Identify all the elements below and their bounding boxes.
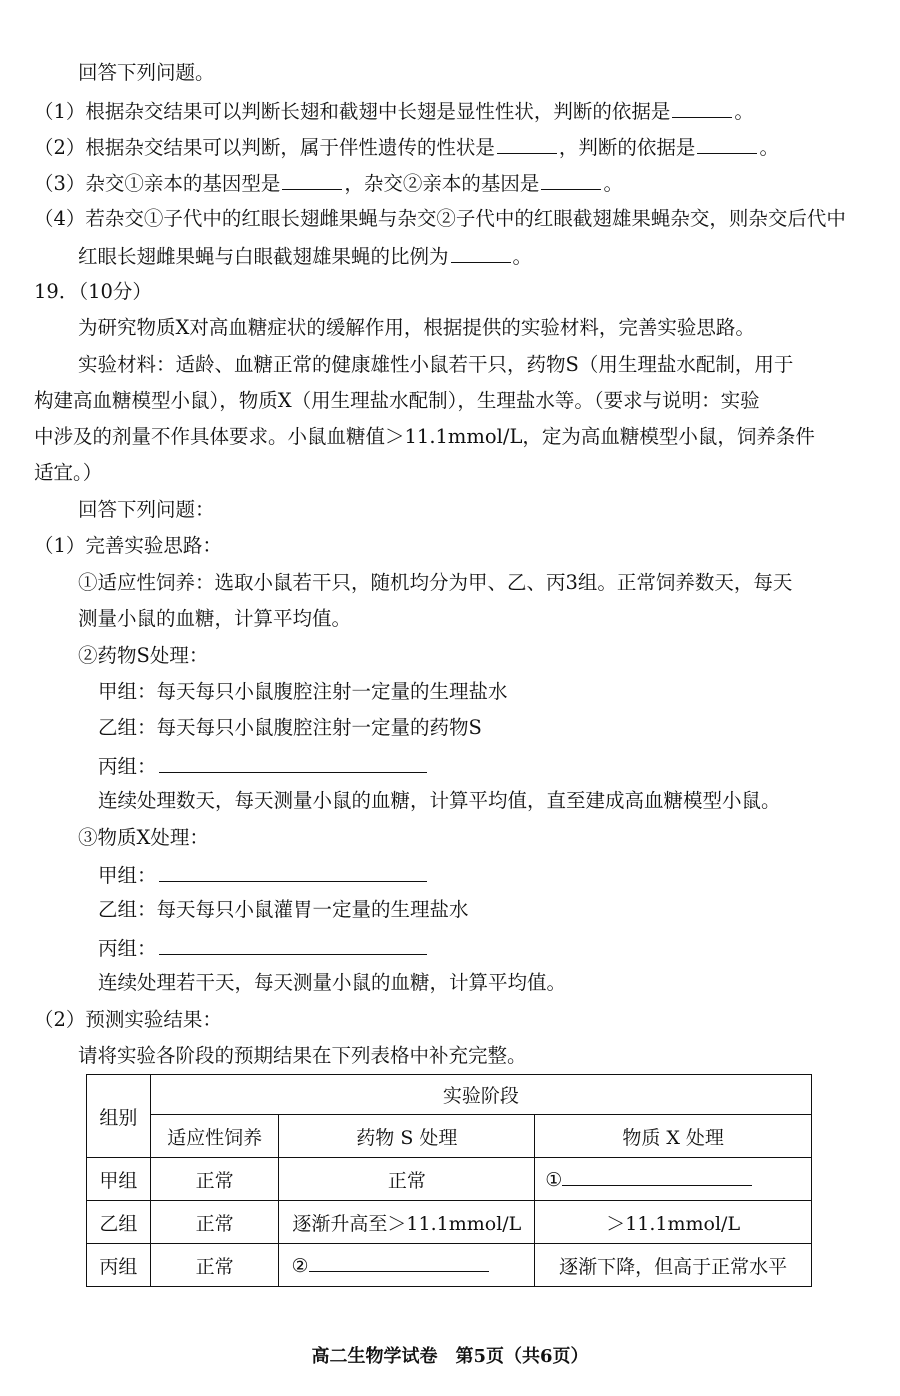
- row-x-blank-cell[interactable]: [535, 1158, 812, 1201]
- q19-step3-jia-label: 甲组：: [98, 864, 157, 887]
- row-group: 丙组: [87, 1244, 151, 1287]
- answer-blank[interactable]: [159, 861, 427, 882]
- q19-materials-line4: 适宜。）: [34, 461, 103, 484]
- answer-blank[interactable]: [497, 133, 557, 154]
- answer-blank[interactable]: [672, 97, 732, 118]
- q19-number: 19．（10分）: [34, 280, 152, 303]
- table-row: [87, 1158, 812, 1201]
- q18-part1: [34, 97, 754, 125]
- answer-blank[interactable]: [159, 752, 427, 773]
- col-adapt-header: 适应性饲养: [150, 1115, 279, 1158]
- col-x-header: 物质 X 处理: [535, 1115, 812, 1158]
- q19-step3-bing-label: 丙组：: [98, 937, 157, 960]
- q19-step2-bing: [98, 752, 429, 780]
- q19-step2-yi: 乙组：每天每只小鼠腹腔注射一定量的药物S: [98, 716, 482, 739]
- q19-step2-bing-label: 丙组：: [98, 755, 157, 778]
- q19-materials-line1: 实验材料：适龄、血糖正常的健康雄性小鼠若干只，药物S（用生理盐水配制，用于: [78, 353, 794, 376]
- page-footer: 高二生物学试卷 第5页（共6页）: [311, 1346, 589, 1367]
- q19-step3-after: 连续处理若干天，每天测量小鼠的血糖，计算平均值。: [98, 971, 567, 994]
- q18-part3-end: 。: [603, 172, 623, 195]
- q19-aim: 为研究物质X对高血糖症状的缓解作用，根据提供的实验材料，完善实验思路。: [78, 316, 755, 339]
- table-row: [87, 1244, 812, 1287]
- q19-step3-title: ③物质X处理：: [78, 826, 209, 849]
- q19-part1-title: （1）完善实验思路：: [34, 534, 222, 557]
- q18-part3: [34, 169, 623, 197]
- answer-blank[interactable]: [309, 1253, 489, 1272]
- stage-header: 实验阶段: [150, 1075, 811, 1115]
- row-s: 逐渐升高至＞11.1mmol/L: [279, 1201, 535, 1244]
- blank-mark-2: ②: [291, 1255, 309, 1277]
- q19-step2-title: ②药物S处理：: [78, 644, 209, 667]
- q18-part1-text: （1）根据杂交结果可以判断长翅和截翅中长翅是显性性状，判断的依据是: [34, 100, 671, 123]
- q18-part4-text: 红眼长翅雌果蝇与白眼截翅雄果蝇的比例为: [78, 245, 449, 268]
- q19-step1-line2: 测量小鼠的血糖，计算平均值。: [78, 607, 352, 630]
- q19-step3-yi: 乙组：每天每只小鼠灌胃一定量的生理盐水: [98, 898, 469, 921]
- q18-part4-end: 。: [512, 245, 533, 268]
- q18-part3-text: （3）杂交①亲本的基因型是: [34, 172, 281, 195]
- row-s: 正常: [279, 1158, 535, 1201]
- answer-blank[interactable]: [541, 169, 601, 190]
- row-adapt: 正常: [150, 1244, 279, 1287]
- row-x: 逐渐下降，但高于正常水平: [535, 1244, 812, 1287]
- q19-materials-line2: 构建高血糖模型小鼠），物质X（用生理盐水配制），生理盐水等。（要求与说明：实验: [34, 389, 760, 412]
- q18-part2-text: （2）根据杂交结果可以判断，属于伴性遗传的性状是: [34, 136, 495, 159]
- answer-blank[interactable]: [159, 934, 427, 955]
- q19-step3-jia: [98, 861, 429, 889]
- row-adapt: 正常: [150, 1158, 279, 1201]
- results-table: [86, 1074, 812, 1287]
- row-s-blank-cell[interactable]: [279, 1244, 535, 1287]
- q19-step2-jia: 甲组：每天每只小鼠腹腔注射一定量的生理盐水: [98, 680, 508, 703]
- q19-part2-instr: 请将实验各阶段的预期结果在下列表格中补充完整。: [78, 1044, 527, 1067]
- answer-blank[interactable]: [562, 1167, 752, 1186]
- q19-materials-line3: 中涉及的剂量不作具体要求。小鼠血糖值＞11.1mmol/L，定为高血糖模型小鼠，饲养条件: [34, 425, 815, 448]
- q18-part2-mid: ，判断的依据是: [558, 136, 696, 159]
- q19-step2-after: 连续处理数天，每天测量小鼠的血糖，计算平均值，直至建成高血糖模型小鼠。: [98, 789, 781, 812]
- q19-step3-bing: [98, 934, 429, 962]
- row-adapt: 正常: [150, 1201, 279, 1244]
- q18-part4-line2: [78, 242, 532, 270]
- answer-blank[interactable]: [451, 242, 511, 263]
- blank-mark-1: ①: [545, 1169, 563, 1191]
- q18-part3-mid: ，杂交②亲本的基因是: [344, 172, 540, 195]
- group-header: 组别: [87, 1075, 151, 1158]
- q18-part4-line1: （4）若杂交①子代中的红眼长翅雌果蝇与杂交②子代中的红眼截翅雄果蝇杂交，则杂交后代中: [34, 207, 846, 230]
- q18-part1-end: 。: [734, 100, 754, 123]
- table-row: [87, 1201, 812, 1244]
- col-s-header: 药物 S 处理: [279, 1115, 535, 1158]
- row-x: ＞11.1mmol/L: [535, 1201, 812, 1244]
- q19-part2-title: （2）预测实验结果：: [34, 1008, 222, 1031]
- q18-part2-end: 。: [759, 136, 779, 159]
- q19-intro: 回答下列问题：: [78, 498, 215, 521]
- q18-part2: [34, 133, 779, 161]
- row-group: 甲组: [87, 1158, 151, 1201]
- q19-step1-line1: ①适应性饲养：选取小鼠若干只，随机均分为甲、乙、丙3组。正常饲养数天，每天: [78, 571, 793, 594]
- answer-blank[interactable]: [282, 169, 342, 190]
- answer-blank[interactable]: [697, 133, 757, 154]
- row-group: 乙组: [87, 1201, 151, 1244]
- q18-intro: 回答下列问题。: [78, 61, 215, 84]
